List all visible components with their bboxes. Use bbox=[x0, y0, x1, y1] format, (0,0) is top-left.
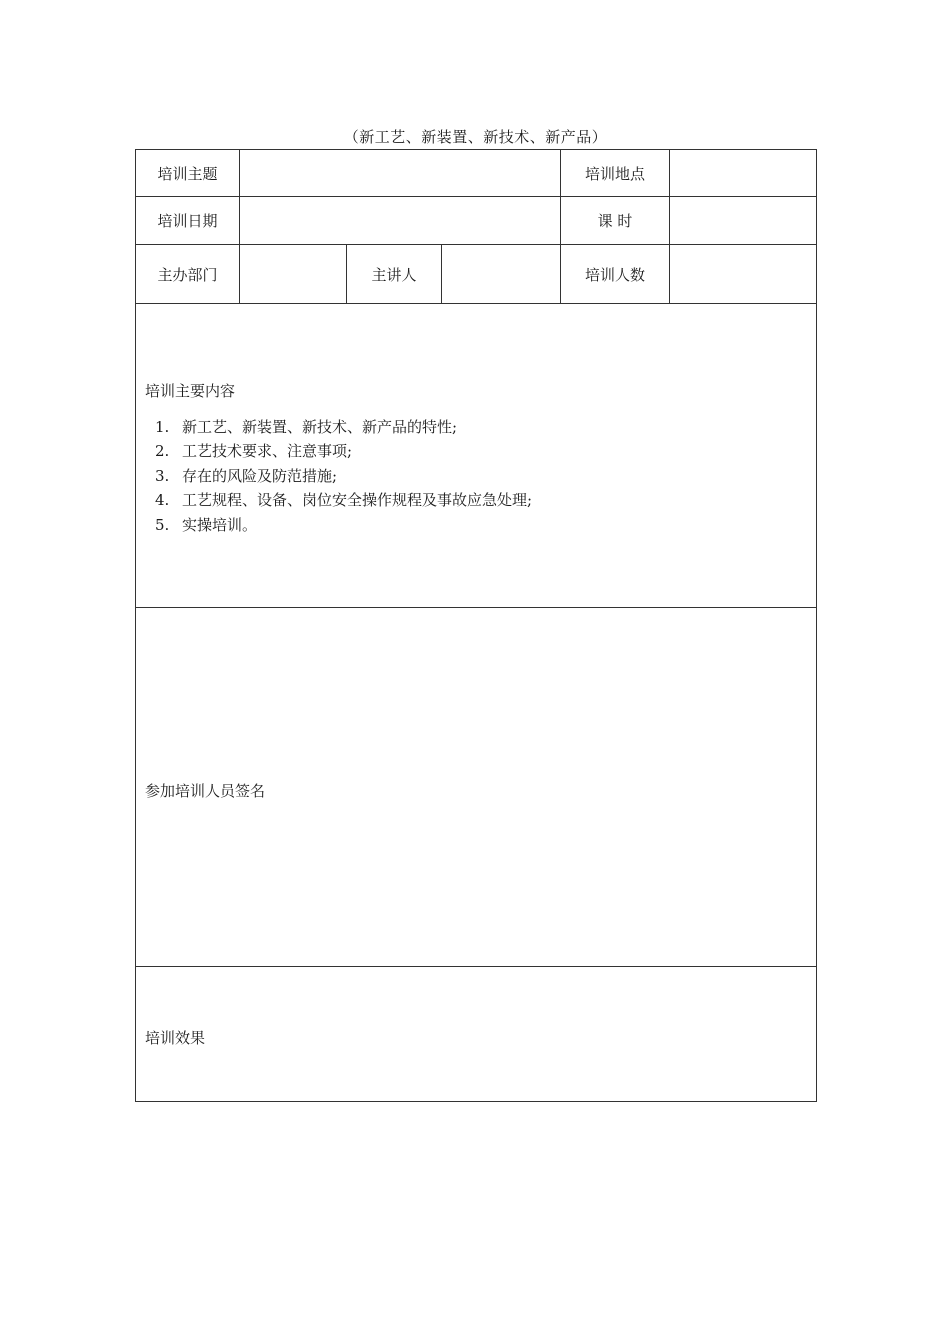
list-item bbox=[155, 415, 816, 440]
content-list bbox=[136, 415, 816, 538]
date-label: 培训日期 bbox=[136, 197, 240, 245]
content-title: 培训主要内容 bbox=[145, 381, 236, 400]
topic-field[interactable] bbox=[240, 150, 561, 197]
list-item bbox=[155, 439, 816, 464]
count-label: 培训人数 bbox=[561, 245, 670, 304]
list-item-number: 3. bbox=[155, 466, 170, 485]
list-item-number: 5. bbox=[155, 515, 170, 534]
list-item bbox=[155, 488, 816, 513]
location-label: 培训地点 bbox=[561, 150, 670, 197]
list-item-text: 工艺技术要求、注意事项; bbox=[182, 442, 353, 461]
list-item bbox=[155, 513, 816, 538]
count-field[interactable] bbox=[670, 245, 817, 304]
row-date bbox=[136, 197, 817, 245]
list-item-number: 4. bbox=[155, 491, 170, 510]
effect-cell[interactable] bbox=[136, 967, 817, 1102]
dept-label: 主办部门 bbox=[136, 245, 240, 304]
lecturer-label: 主讲人 bbox=[347, 245, 442, 304]
hours-label: 课 时 bbox=[561, 197, 670, 245]
list-item bbox=[155, 464, 816, 489]
lecturer-field[interactable] bbox=[442, 245, 561, 304]
topic-label: 培训主题 bbox=[136, 150, 240, 197]
list-item-text: 实操培训。 bbox=[182, 515, 258, 534]
list-item-number: 2. bbox=[155, 442, 170, 461]
signatures-cell[interactable] bbox=[136, 608, 817, 967]
effect-title: 培训效果 bbox=[145, 1028, 206, 1047]
training-record-form bbox=[135, 149, 817, 1102]
signatures-title: 参加培训人员签名 bbox=[145, 781, 266, 800]
content-cell[interactable] bbox=[136, 304, 817, 608]
list-item-text: 新工艺、新装置、新技术、新产品的特性; bbox=[182, 417, 458, 436]
list-item-text: 工艺规程、设备、岗位安全操作规程及事故应急处理; bbox=[182, 491, 533, 510]
row-effect bbox=[136, 967, 817, 1102]
form-subtitle: （新工艺、新装置、新技术、新产品） bbox=[343, 128, 608, 146]
list-item-number: 1. bbox=[155, 417, 170, 436]
row-organizer bbox=[136, 245, 817, 304]
row-topic bbox=[136, 150, 817, 197]
list-item-text: 存在的风险及防范措施; bbox=[182, 466, 338, 485]
hours-field[interactable] bbox=[670, 197, 817, 245]
location-field[interactable] bbox=[670, 150, 817, 197]
row-signatures bbox=[136, 608, 817, 967]
dept-field[interactable] bbox=[240, 245, 347, 304]
row-content bbox=[136, 304, 817, 608]
date-field[interactable] bbox=[240, 197, 561, 245]
